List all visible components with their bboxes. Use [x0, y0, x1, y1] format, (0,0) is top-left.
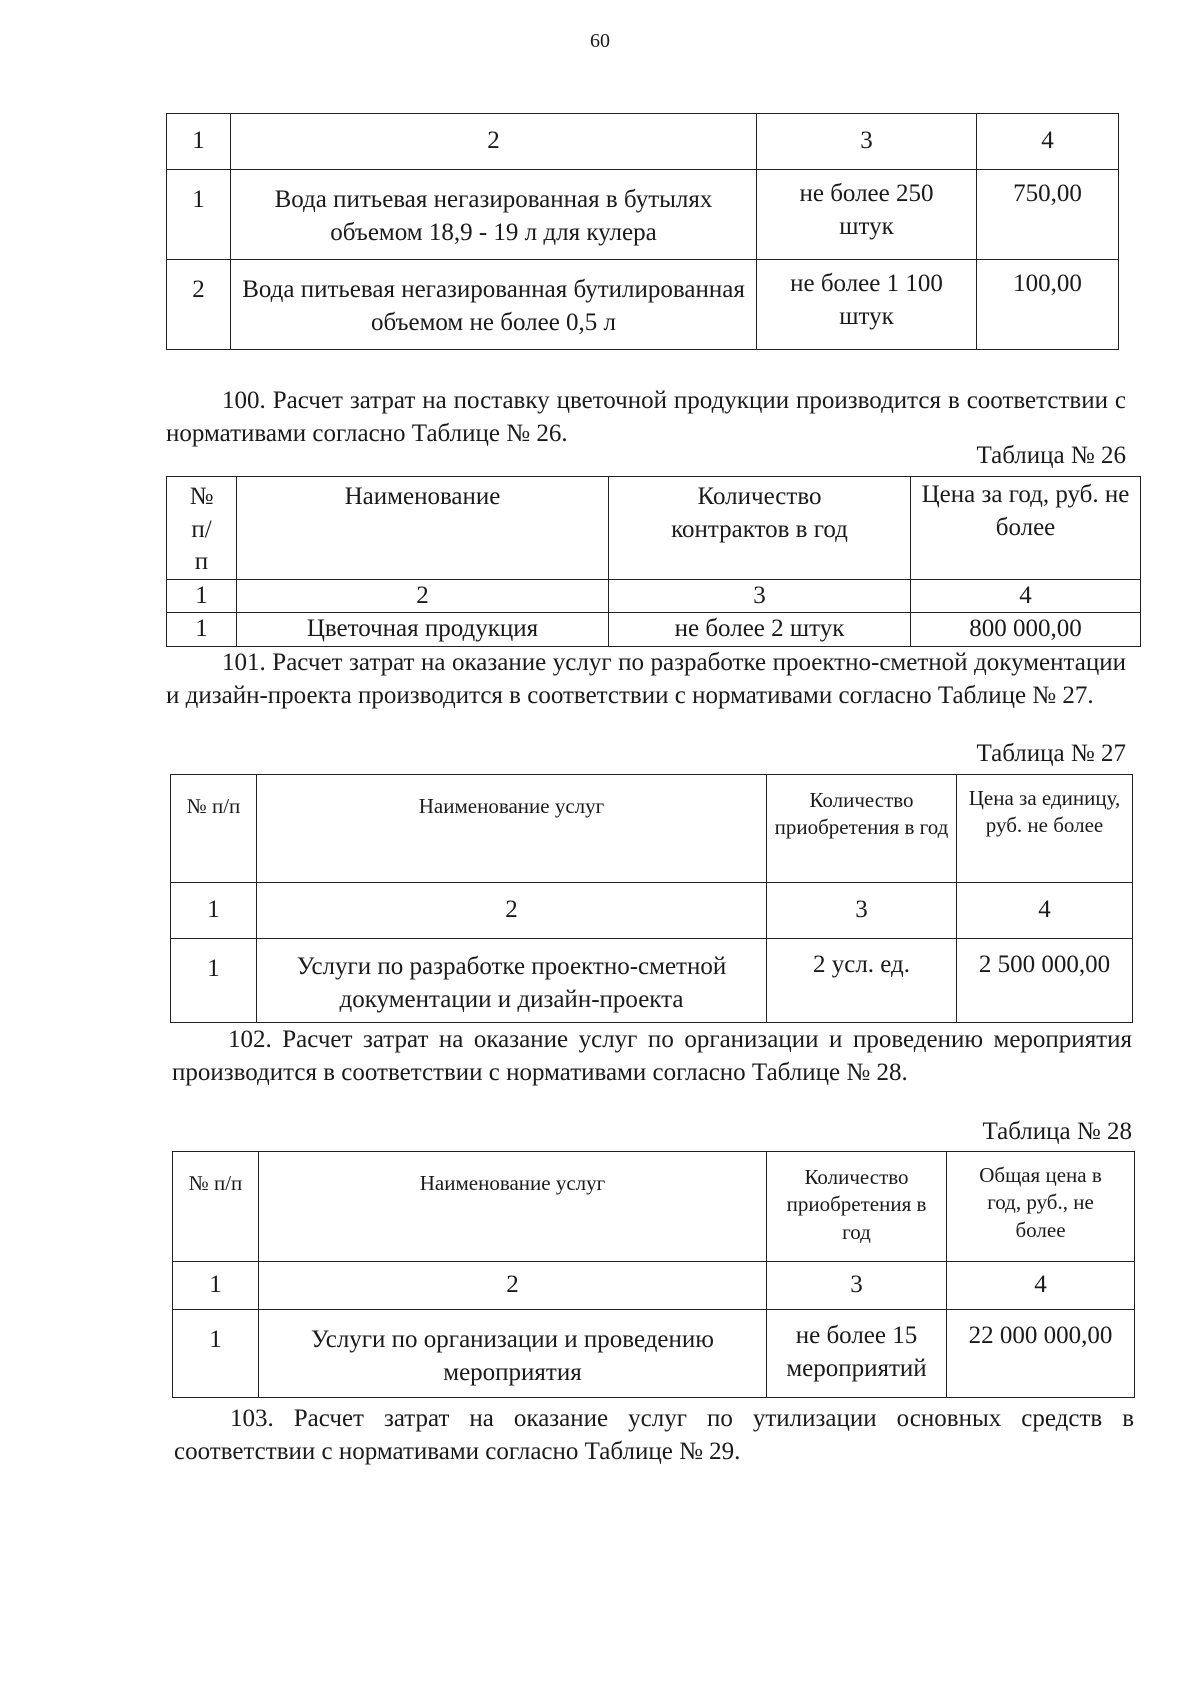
number-cell: 1	[171, 883, 257, 939]
header-cell: Наименование	[237, 477, 609, 580]
row-number: 1	[167, 170, 231, 260]
paragraph-101: 101. Расчет затрат на оказание услуг по разработке проектно-сметной документации и дизайн-проекта производится в соответствии с нормативами согласно Таблице № 27.	[166, 649, 1126, 709]
number-cell: 3	[609, 579, 911, 613]
row-name: Вода питьевая негазированная в бутылях объемом 18,9 - 19 л для кулера	[231, 170, 757, 260]
row-name: Вода питьевая негазированная бутилированная объемом не более 0,5 л	[231, 260, 757, 350]
number-cell: 1	[167, 579, 237, 613]
table-row	[167, 170, 1119, 260]
table-row	[171, 939, 1133, 1023]
row-price: 750,00	[977, 170, 1119, 260]
table-27	[170, 774, 1133, 1023]
header-cell: 1	[167, 114, 231, 170]
row-price: 22 000 000,00	[947, 1310, 1135, 1398]
row-number: 2	[167, 260, 231, 350]
row-price: 2 500 000,00	[957, 939, 1133, 1023]
paragraph-103: 103. Расчет затрат на оказание услуг по утилизации основных средств в соответствии с нормативами согласно Таблице № 29.	[174, 1405, 1134, 1465]
row-price: 800 000,00	[911, 613, 1141, 647]
header-cell: 4	[977, 114, 1119, 170]
row-name: Услуги по разработке проектно-сметной документации и дизайн-проекта	[257, 939, 767, 1023]
number-cell: 2	[237, 579, 609, 613]
number-cell: 2	[257, 883, 767, 939]
header-cell: Наименование услуг	[259, 1152, 767, 1262]
table-header-row	[171, 775, 1133, 883]
number-cell: 2	[259, 1262, 767, 1310]
header-cell: № п/п	[171, 775, 257, 883]
paragraph-100: 100. Расчет затрат на поставку цветочной продукции производится в соответствии с нормативами согласно Таблице № 26.	[166, 387, 1126, 447]
number-cell: 3	[767, 1262, 947, 1310]
header-cell: 2	[231, 114, 757, 170]
table-26-caption: Таблица № 26	[976, 442, 1126, 469]
row-quantity: не более 2 штук	[609, 613, 911, 647]
number-cell: 1	[173, 1262, 259, 1310]
header-cell: Количество приобретения в год	[767, 1152, 947, 1262]
row-name: Услуги по организации и проведению мероприятия	[259, 1310, 767, 1398]
row-quantity: не более 1 100 штук	[757, 260, 977, 350]
table-26	[166, 476, 1141, 647]
water-table	[166, 113, 1119, 350]
table-header-row	[167, 114, 1119, 170]
header-cell: Общая цена в год, руб., не более	[947, 1152, 1135, 1262]
table-row	[167, 260, 1119, 350]
table-header-row	[173, 1152, 1135, 1262]
table-27-caption: Таблица № 27	[976, 740, 1126, 767]
row-quantity: не более 250 штук	[757, 170, 977, 260]
row-number: 1	[173, 1310, 259, 1398]
table-number-row	[167, 579, 1141, 613]
row-number: 1	[167, 613, 237, 647]
row-name: Цветочная продукция	[237, 613, 609, 647]
table-number-row	[171, 883, 1133, 939]
row-quantity: не более 15 мероприятий	[767, 1310, 947, 1398]
header-cell: Цена за год, руб. не более	[911, 477, 1141, 580]
row-quantity: 2 усл. ед.	[767, 939, 957, 1023]
header-cell: № п/п	[167, 477, 237, 580]
header-cell: 3	[757, 114, 977, 170]
header-cell: Количество контрактов в год	[609, 477, 911, 580]
table-28	[172, 1151, 1135, 1398]
number-cell: 4	[911, 579, 1141, 613]
page-number: 60	[590, 30, 610, 52]
table-28-caption: Таблица № 28	[982, 1118, 1132, 1145]
header-cell: № п/п	[173, 1152, 259, 1262]
table-header-row	[167, 477, 1141, 580]
row-number: 1	[171, 939, 257, 1023]
table-number-row	[173, 1262, 1135, 1310]
paragraph-102: 102. Расчет затрат на оказание услуг по организации и проведению мероприятия производится в соответствии с нормативами согласно Таблице № 28.	[172, 1026, 1132, 1086]
table-row	[167, 613, 1141, 647]
header-cell: Цена за единицу, руб. не более	[957, 775, 1133, 883]
number-cell: 4	[957, 883, 1133, 939]
header-cell: Наименование услуг	[257, 775, 767, 883]
row-price: 100,00	[977, 260, 1119, 350]
number-cell: 4	[947, 1262, 1135, 1310]
header-cell: Количество приобретения в год	[767, 775, 957, 883]
table-row	[173, 1310, 1135, 1398]
number-cell: 3	[767, 883, 957, 939]
